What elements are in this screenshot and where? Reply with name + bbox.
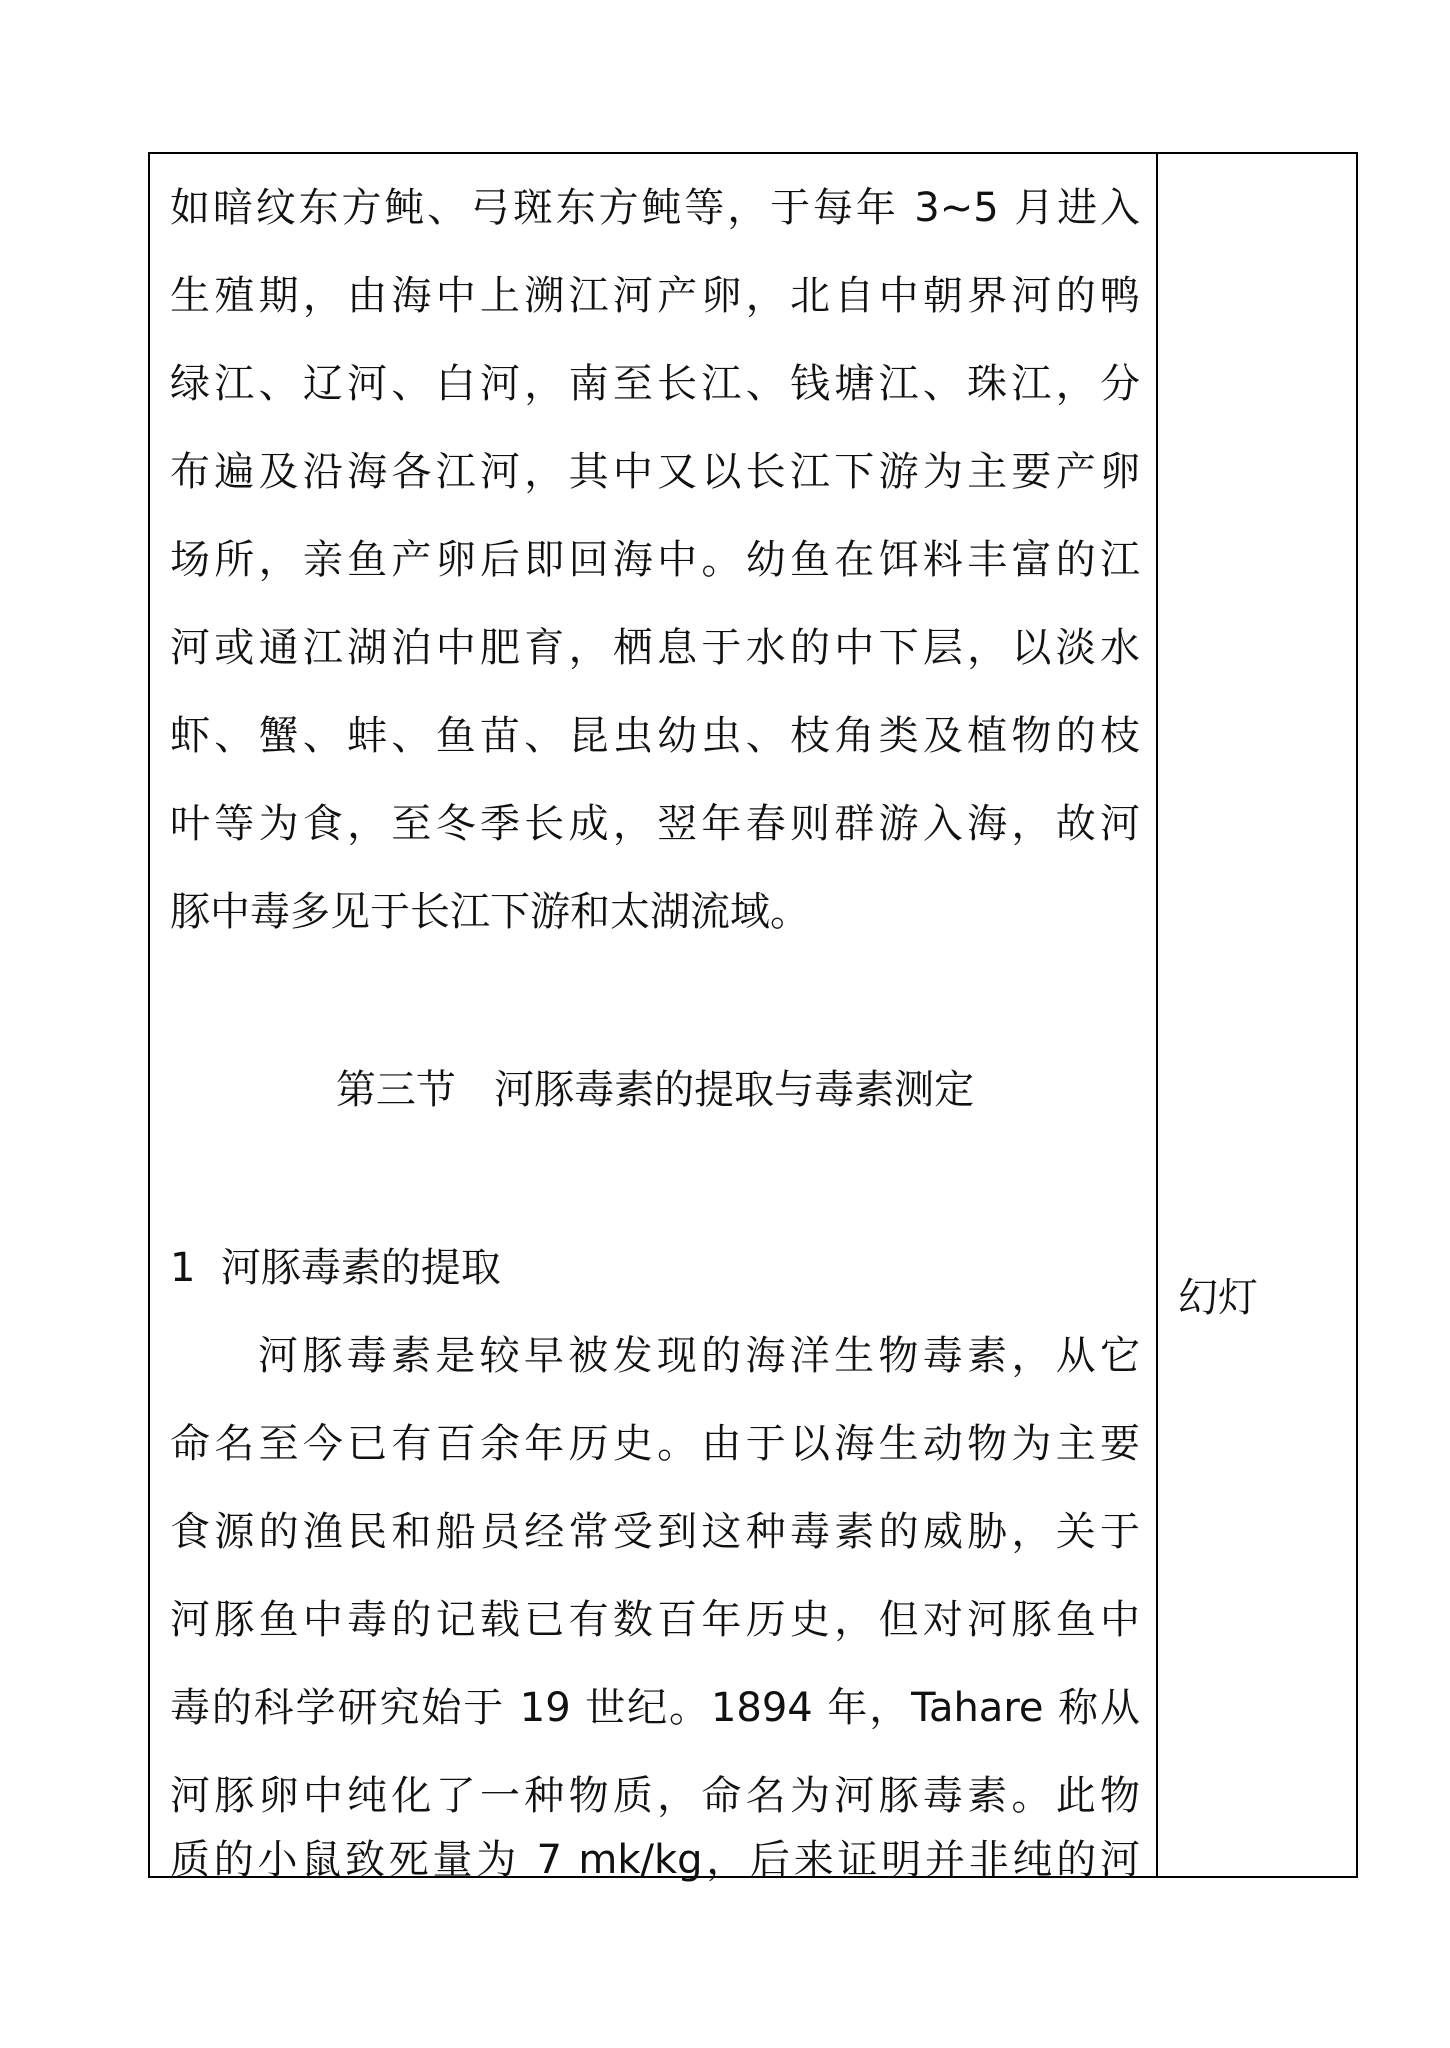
paragraph-line: 命名至今已有百余年历史。由于以海生动物为主要 — [170, 1421, 1140, 1467]
paragraph-line: 虾、蟹、蚌、鱼苗、昆虫幼虫、枝角类及植物的枝 — [170, 713, 1140, 759]
content-table — [148, 152, 1358, 1883]
section-heading: 第三节 河豚毒素的提取与毒素测定 — [335, 1067, 975, 1113]
paragraph-line: 河豚毒素是较早被发现的海洋生物毒素，从它 — [258, 1333, 1140, 1379]
paragraph-line: 豚中毒多见于长江下游和太湖流域。 — [170, 889, 810, 935]
paragraph-line: 叶等为食，至冬季长成，翌年春则群游入海，故河 — [170, 801, 1140, 847]
paragraph-line: 河或通江湖泊中肥育，栖息于水的中下层，以淡水 — [170, 625, 1140, 671]
paragraph-line: 如暗纹东方鲀、弓斑东方鲀等，于每年 3~5 月进入 — [170, 185, 1140, 231]
paragraph-line: 食源的渔民和船员经常受到这种毒素的威胁，关于 — [170, 1509, 1140, 1555]
paragraph-line: 质的小鼠致死量为 7 mk/kg，后来证明并非纯的河 — [170, 1837, 1140, 1883]
paragraph-line: 河豚鱼中毒的记载已有数百年历史，但对河豚鱼中 — [170, 1597, 1140, 1643]
paragraph-line: 河豚卵中纯化了一种物质，命名为河豚毒素。此物 — [170, 1773, 1140, 1819]
paragraph-line: 布遍及沿海各江河，其中又以长江下游为主要产卵 — [170, 449, 1140, 495]
paragraph-line: 场所，亲鱼产卵后即回海中。幼鱼在饵料丰富的江 — [170, 537, 1140, 583]
column-divider — [1156, 154, 1158, 1876]
subsection-heading: 1 河豚毒素的提取 — [170, 1245, 501, 1291]
paragraph-line: 绿江、辽河、白河，南至长江、钱塘江、珠江，分 — [170, 361, 1140, 407]
paragraph-line: 毒的科学研究始于 19 世纪。1894 年，Tahare 称从 — [170, 1685, 1140, 1731]
paragraph-line: 生殖期，由海中上溯江河产卵，北自中朝界河的鸭 — [170, 273, 1140, 319]
side-note: 幻灯 — [1178, 1275, 1258, 1321]
